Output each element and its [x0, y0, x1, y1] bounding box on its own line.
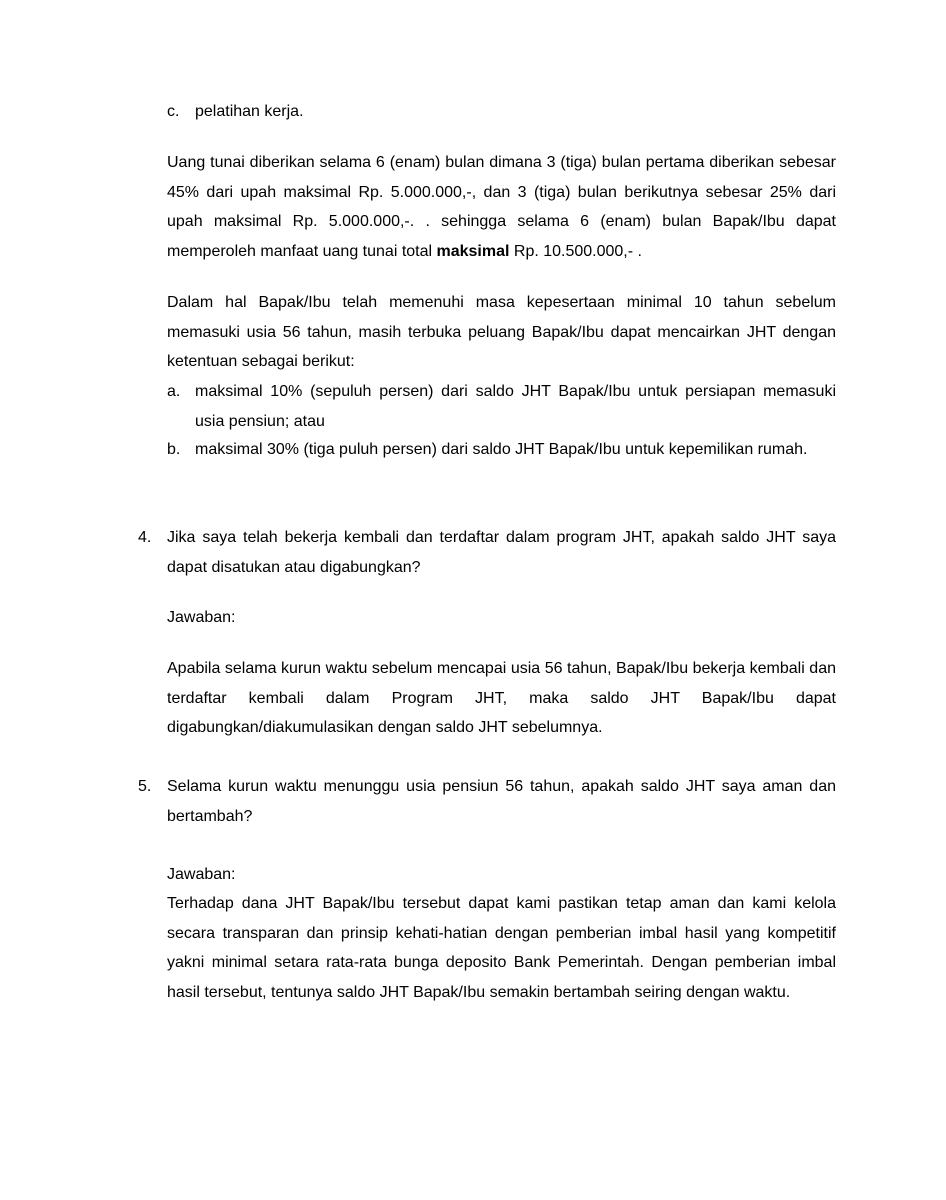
paragraph-text-end: Rp. 10.500.000,- . — [509, 242, 642, 260]
list-item-text: maksimal 10% (sepuluh persen) dari saldo JHT Bapak/Ibu untuk persiapan memasuki usia pensiun; atau — [195, 383, 836, 430]
paragraph-masa-kepesertaan: Dalam hal Bapak/Ibu telah memenuhi masa kepesertaan minimal 10 tahun sebelum memasuki usia 56 tahun, masih terbuka peluang Bapak/Ibu dapat mencairkan JHT dengan ketentuan sebagai berikut: — [167, 294, 836, 370]
question-5-text: Selama kurun waktu menunggu usia pensiun 56 tahun, apakah saldo JHT saya aman dan bertambah? — [167, 778, 836, 825]
list-item-text: maksimal 30% (tiga puluh persen) dari saldo JHT Bapak/Ibu untuk kepemilikan rumah. — [195, 441, 808, 458]
paragraph-uang-tunai — [167, 148, 836, 266]
question-number: 5. — [138, 778, 152, 795]
list-marker: a. — [167, 383, 181, 400]
answer-5-text: Terhadap dana JHT Bapak/Ibu tersebut dapat kami pastikan tetap aman dan kami kelola secara transparan dan prinsip kehati-hatian dengan pemberian imbal hasil yang kompetitif yakni minimal setara rata-rata bunga deposito Bank Pemerintah. Dengan pemberian imbal hasil tersebut, tentunya saldo JHT Bapak/Ibu semakin bertambah seiring dengan waktu. — [167, 895, 836, 1001]
list-item-a — [167, 377, 836, 436]
bold-text: maksimal — [436, 242, 510, 260]
paragraph-text: Uang tunai diberikan selama 6 (enam) bulan dimana 3 (tiga) bulan pertama diberikan sebesar 45% dari upah maksimal Rp. 5.000.000,-, dan 3 (tiga) bulan berikutnya sebesar 25% dari upah maksimal Rp. 5.000.000,-. . sehingga selama 6 (enam) bulan Bapak/Ibu dapat memperoleh manfaat uang tunai total — [167, 154, 836, 260]
list-marker: b. — [167, 441, 181, 458]
question-number: 4. — [138, 529, 152, 546]
answer-4-text: Apabila selama kurun waktu sebelum mencapai usia 56 tahun, Bapak/Ibu bekerja kembali dan terdaftar kembali dalam Program JHT, maka saldo JHT Bapak/Ibu dapat digabungkan/diakumulasikan dengan saldo JHT sebelumnya. — [167, 660, 836, 736]
list-item-text: pelatihan kerja. — [195, 103, 304, 120]
list-marker: c. — [167, 103, 180, 120]
list-item-b — [167, 435, 836, 465]
answer-label: Jawaban: — [167, 866, 236, 883]
answer-label: Jawaban: — [167, 609, 236, 626]
question-4-text: Jika saya telah bekerja kembali dan terdaftar dalam program JHT, apakah saldo JHT saya dapat disatukan atau digabungkan? — [167, 529, 836, 576]
